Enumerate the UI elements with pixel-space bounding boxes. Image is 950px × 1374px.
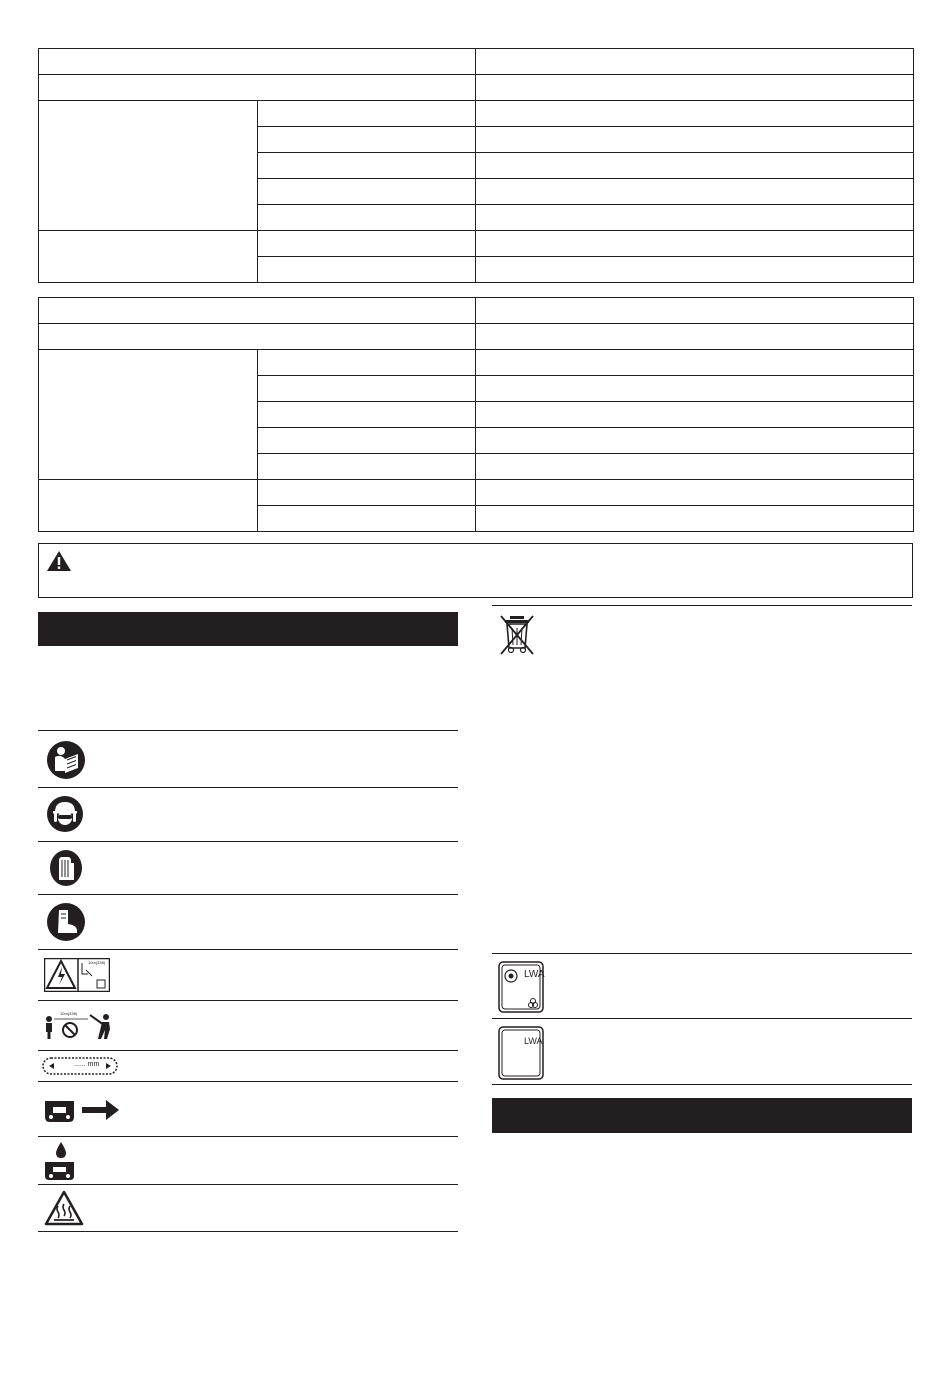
table-row: [39, 49, 914, 75]
table-cell: [476, 402, 914, 428]
symbol-row-read-manual: [38, 731, 458, 787]
table-cell: [258, 179, 476, 205]
table-cell: [39, 231, 258, 283]
symbol-label: 10m(33ft): [60, 1011, 78, 1016]
chain-oil-icon: [44, 1141, 78, 1181]
table-row: [39, 101, 914, 127]
table-row: [39, 298, 914, 324]
table-cell: [476, 127, 914, 153]
symbol-row-boots: [38, 895, 458, 949]
table-row: [39, 480, 914, 506]
symbol-row-helmet: [38, 788, 458, 841]
table-cell: [258, 428, 476, 454]
table-cell: [258, 153, 476, 179]
spec-table-2: [38, 297, 914, 532]
table-cell: [476, 324, 914, 350]
symbol-row-keep-distance: [38, 1001, 458, 1050]
table-cell: [476, 298, 914, 324]
table-cell: [476, 75, 914, 101]
table-row: [39, 350, 914, 376]
table-cell: [258, 402, 476, 428]
table-cell: [258, 506, 476, 532]
divider: [492, 1084, 912, 1085]
table-cell: [476, 257, 914, 283]
crossed-bin-icon: [498, 614, 536, 656]
symbol-row-hot-surface: [38, 1185, 458, 1231]
safety-boots-icon: [46, 902, 86, 942]
table-cell: [476, 153, 914, 179]
symbol-row-chain-direction: [38, 1082, 458, 1136]
warning-triangle-icon: [46, 550, 72, 572]
section-heading-bar: [38, 612, 458, 646]
symbol-label: ...... mm: [74, 1061, 100, 1068]
table-cell: [39, 324, 476, 350]
table-cell: [258, 480, 476, 506]
table-cell: [39, 298, 476, 324]
symbol-label: 10m(33ft): [88, 960, 106, 965]
table-cell: [476, 376, 914, 402]
table-cell: [476, 231, 914, 257]
noise-label: LWA: [524, 1036, 543, 1046]
table-row: [39, 324, 914, 350]
section-heading-bar-2: [492, 1098, 912, 1133]
helmet-goggles-ear-protection-icon: [46, 795, 84, 833]
table-cell: [476, 454, 914, 480]
table-cell: [258, 376, 476, 402]
symbol-row-chain-oil: [38, 1137, 458, 1184]
table-cell: [476, 480, 914, 506]
table-cell: [476, 179, 914, 205]
spec-table-1: [38, 48, 914, 283]
table-cell: [39, 480, 258, 532]
noise-row-1: [492, 954, 912, 1018]
table-cell: [258, 454, 476, 480]
table-cell: [476, 101, 914, 127]
table-cell: [258, 101, 476, 127]
chain-direction-icon: [44, 1097, 120, 1123]
table-cell: [258, 231, 476, 257]
symbol-row-chain-length: [38, 1051, 458, 1081]
symbol-row-electrocution: [38, 950, 458, 1000]
table-cell: [476, 428, 914, 454]
read-manual-icon: [46, 740, 86, 780]
hot-surface-icon: [44, 1190, 84, 1226]
warning-box: [38, 543, 913, 598]
table-cell: [39, 49, 476, 75]
table-cell: [476, 350, 914, 376]
noise-label: LWA: [524, 969, 545, 980]
keep-distance-icon: [44, 1011, 112, 1041]
table-cell: [258, 257, 476, 283]
divider: [38, 1231, 458, 1232]
symbol-row-gloves: [38, 842, 458, 894]
noise-row-2: [492, 1019, 912, 1084]
table-row: [39, 231, 914, 257]
table-cell: [258, 350, 476, 376]
table-cell: [39, 75, 476, 101]
table-cell: [258, 205, 476, 231]
table-cell: [258, 127, 476, 153]
table-cell: [476, 506, 914, 532]
protective-gloves-icon: [48, 849, 84, 887]
table-cell: [476, 205, 914, 231]
table-cell: [476, 49, 914, 75]
table-row: [39, 75, 914, 101]
table-cell: [39, 101, 258, 231]
noise-level-lwa-box-icon: [498, 1026, 544, 1080]
disposal-block: [492, 606, 912, 953]
table-cell: [39, 350, 258, 480]
